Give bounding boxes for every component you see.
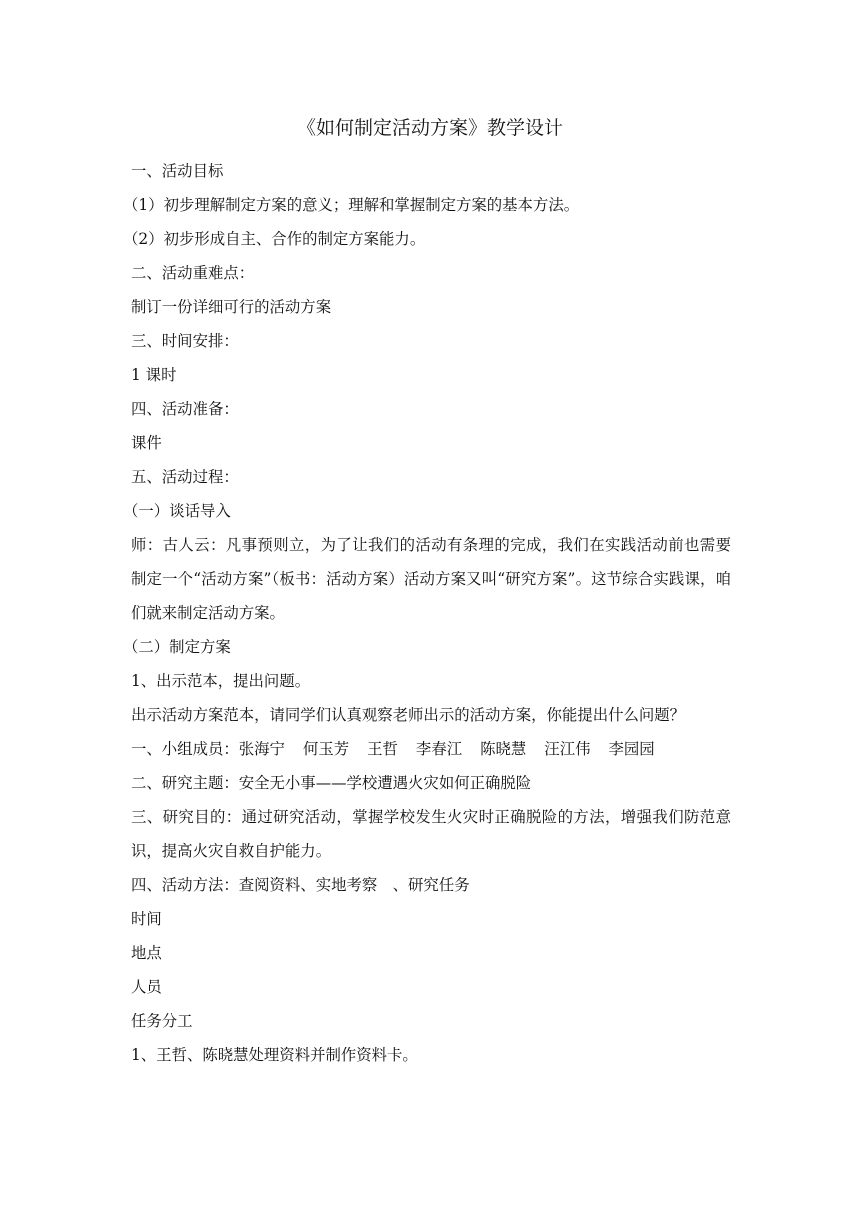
sample-task-1: 1、王哲、陈晓慧处理资料并制作资料卡。 bbox=[131, 1046, 418, 1064]
sample-people-label: 人员 bbox=[131, 978, 162, 996]
sample-members-label: 一、小组成员： bbox=[131, 740, 239, 758]
plan-paragraph: 出示活动方案范本，请同学们认真观察老师出示的活动方案，你能提出什么问题？ bbox=[131, 706, 686, 724]
intro-paragraph: 师：古人云：凡事预则立，为了让我们的活动有条理的完成，我们在实践活动前也需要制定一个“活动方案”（板书：活动方案）活动方案又叫“研究方案”。这节综合实践课，咱们就来制定活动方案。 bbox=[131, 536, 731, 622]
member-name: 何玉芳 bbox=[302, 740, 350, 758]
preparation-text: 课件 bbox=[131, 434, 162, 452]
schedule-text: 1 课时 bbox=[131, 366, 177, 384]
plan-step-1: 1、出示范本，提出问题。 bbox=[131, 672, 311, 690]
member-name: 汪江伟 bbox=[544, 740, 591, 758]
section-heading-process: 五、活动过程： bbox=[131, 468, 239, 486]
sample-place-label: 地点 bbox=[131, 944, 162, 962]
goal-item-1: （1）初步理解制定方案的意义；理解和掌握制定方案的基本方法。 bbox=[123, 196, 580, 214]
key-points-text: 制订一份详细可行的活动方案 bbox=[131, 298, 332, 316]
sample-topic: 二、研究主题：安全无小事——学校遭遇火灾如何正确脱险 bbox=[131, 774, 532, 792]
document-title: 《如何制定活动方案》教学设计 bbox=[296, 117, 563, 139]
section-heading-goals: 一、活动目标 bbox=[131, 162, 224, 180]
goal-item-2: （2）初步形成自主、合作的制定方案能力。 bbox=[123, 230, 426, 248]
process-subheading-intro: （一）谈话导入 bbox=[123, 502, 231, 520]
member-name: 张海宁 bbox=[238, 740, 285, 758]
sample-members-line bbox=[131, 732, 731, 766]
sample-methods: 四、活动方法：查阅资料、实地考察 、研究任务 bbox=[131, 876, 470, 894]
sample-tasks-label: 任务分工 bbox=[131, 1012, 193, 1030]
member-name: 李春江 bbox=[415, 740, 463, 758]
section-heading-schedule: 三、时间安排： bbox=[131, 332, 239, 350]
member-name: 李园园 bbox=[608, 740, 655, 758]
document-body bbox=[123, 154, 731, 1072]
sample-purpose: 三、研究目的：通过研究活动，掌握学校发生火灾时正确脱险的方法，增强我们防范意识，提高火灾自救自护能力。 bbox=[131, 808, 731, 860]
sample-time-label: 时间 bbox=[131, 910, 162, 928]
member-name: 陈晓慧 bbox=[480, 740, 527, 758]
section-heading-preparation: 四、活动准备： bbox=[131, 400, 239, 418]
process-subheading-plan: （二）制定方案 bbox=[123, 638, 231, 656]
member-name: 王哲 bbox=[367, 740, 398, 758]
section-heading-key-points: 二、活动重难点： bbox=[131, 264, 255, 282]
